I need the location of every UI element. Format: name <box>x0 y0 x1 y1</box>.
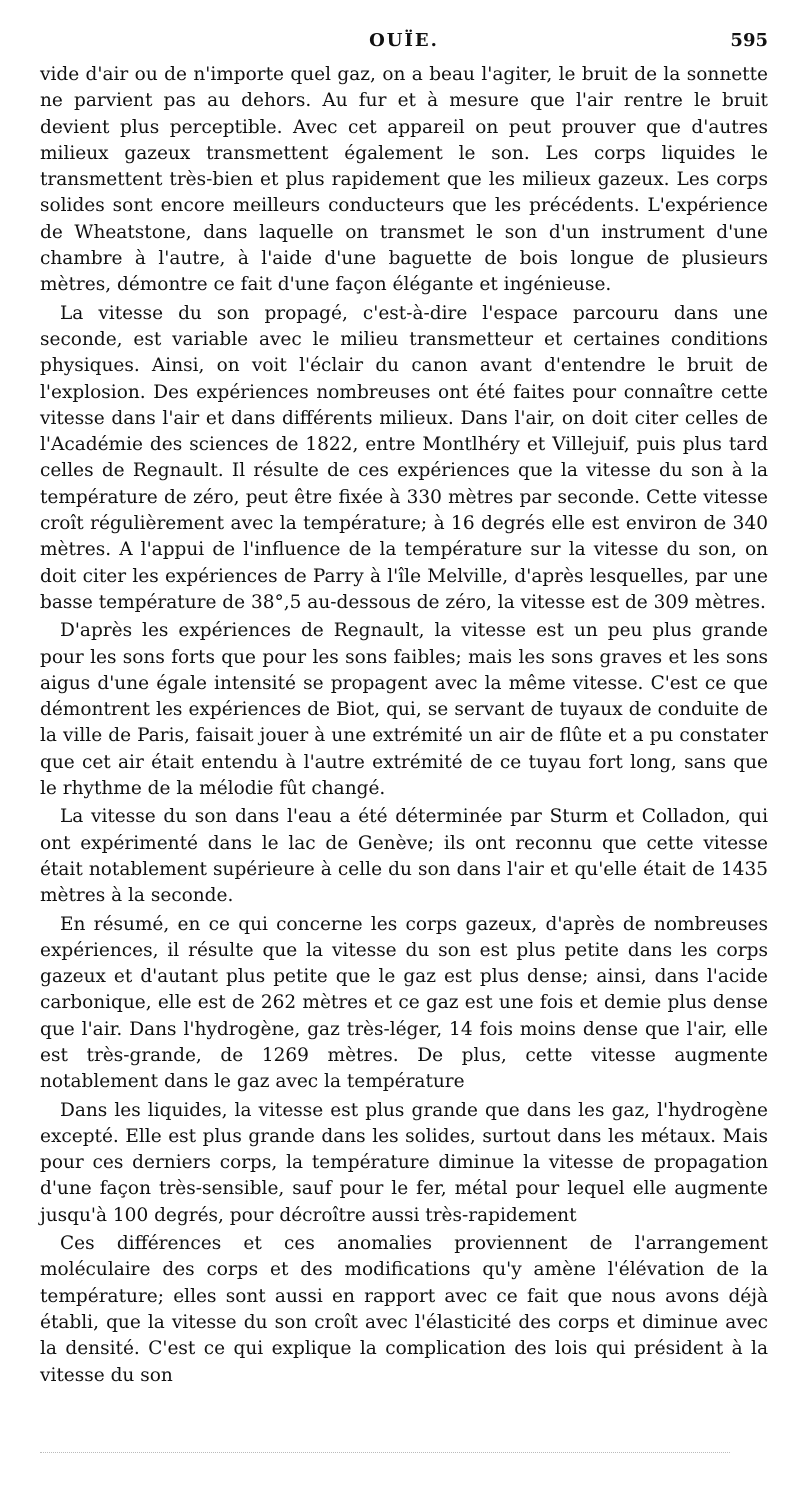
paragraph-anomalies: Ces différences et ces anomalies proviennent de l'arrangement moléculaire des corps et des modifications qu'y amène l'élévation de la température; elles sont aussi en rapport avec ce fait que nous avons déjà établi, que la vitesse du son croît avec l'élasticité des corps et diminue avec la densité. C'est ce qui explique la complication des lois qui président à la vitesse du son <box>40 1233 768 1386</box>
paragraph-regnault: D'après les expériences de Regnault, la vitesse est un peu plus grande pour les sons forts que pour les sons faibles; mais les sons graves et les sons aigus d'une égale intensité se propagent avec la même vitesse. C'est ce que démontrent les expériences de Biot, qui, se servant de tuyaux de conduite de la ville de Paris, faisait jouer à une extrémité un air de flûte et a pu constater que cet air était entendu à l'autre extrémité de ce tuyau fort long, sans que le rhythme de la mélodie fût changé. <box>40 620 768 800</box>
paragraph-sound-speed: La vitesse du son propagé, c'est-à-dire l'espace parcouru dans une seconde, est variable avec le milieu transmetteur et certaines conditions physiques. Ainsi, on voit l'éclair du canon avant d'entendre le bruit de l'explosion. Des expériences nombreuses ont été faites pour connaître cette vitesse dans l'air et dans différents milieux. Dans l'air, on doit citer celles de l'Académie des sciences de 1822, entre Montlhéry et Villejuif, puis plus tard celles de Regnault. Il résulte de ces expériences que la vitesse du son à la température de zéro, peut être fixée à 330 mètres par seconde. Cette vitesse croît régulièrement avec la température; à 16 degrés elle est environ de 340 mètres. A l'appui de l'influence de la température sur la vitesse du son, on doit citer les expériences de Parry à l'île Melville, d'après lesquelles, par une basse température de 38°,5 au-dessous de zéro, la vitesse est de 309 mètres. <box>40 302 768 613</box>
footer-dotted-rule <box>40 1452 730 1453</box>
page-number: 595 <box>730 30 768 51</box>
running-title: OUÏE. <box>369 30 439 51</box>
paragraph-liquids-solids: Dans les liquides, la vitesse est plus grande que dans les gaz, l'hydrogène excepté. Elle est plus grande dans les solides, surtout dans les métaux. Mais pour ces derniers corps, la température diminue la vitesse de propagation d'une façon très-sensible, sauf pour le fer, métal pour lequel elle augmente jusqu'à 100 degrés, pour décroître aussi très-rapidement <box>40 1099 768 1226</box>
paragraph-water: La vitesse du son dans l'eau a été déterminée par Sturm et Colladon, qui ont expérimenté dans le lac de Genève; ils ont reconnu que cette vitesse était notablement supérieure à celle du son dans l'air et qu'elle était de 1435 mètres à la seconde. <box>40 806 768 907</box>
body-text <box>40 62 768 1391</box>
paragraph-summary-gases: En résumé, en ce qui concerne les corps gazeux, d'après de nombreuses expériences, il résulte que la vitesse du son est plus petite dans les corps gazeux et d'autant plus petite que le gaz est plus dense; ainsi, dans l'acide carbonique, elle est de 262 mètres et ce gaz est une fois et demie plus dense que l'air. Dans l'hydrogène, gaz très-léger, 14 fois moins dense que l'air, elle est très-grande, de 1269 mètres. De plus, cette vitesse augmente notablement dans le gaz avec la température <box>40 913 768 1093</box>
page-header <box>40 30 768 54</box>
paragraph-continuation: vide d'air ou de n'importe quel gaz, on a beau l'agiter, le bruit de la sonnette ne parvient pas au dehors. Au fur et à mesure que l'air rentre le bruit devient plus perceptible. Avec cet appareil on peut prouver que d'autres milieux gazeux transmettent également le son. Les corps liquides le transmettent très-bien et plus rapidement que les milieux gazeux. Les corps solides sont encore meilleurs conducteurs que les précédents. L'expérience de Wheatstone, dans laquelle on transmet le son d'un instrument d'une chambre à l'autre, à l'aide d'une baguette de bois longue de plusieurs mètres, démontre ce fait d'une façon élégante et ingénieuse. <box>40 64 768 296</box>
